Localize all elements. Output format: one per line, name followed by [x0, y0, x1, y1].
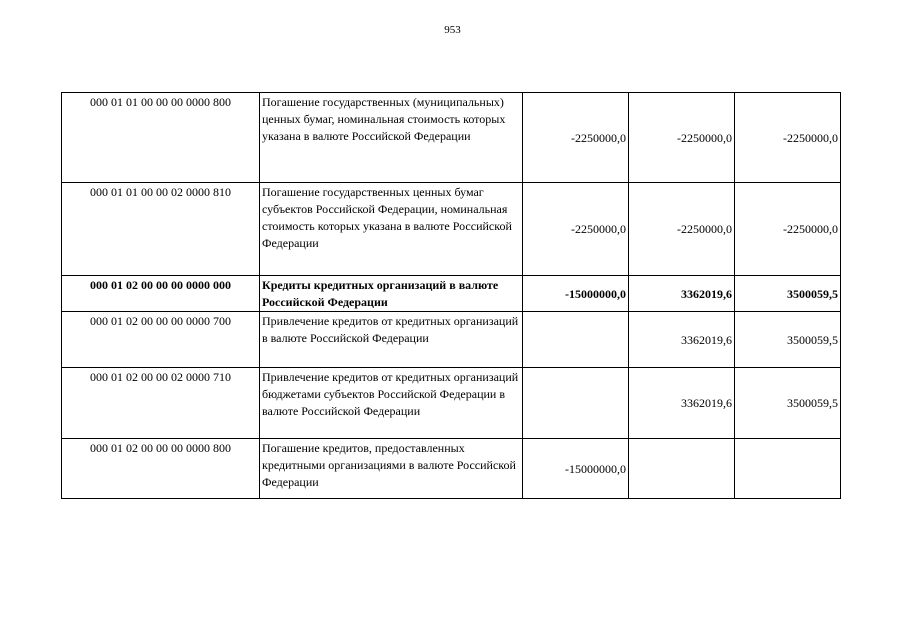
description-cell: Привлечение кредитов от кредитных организаций в валюте Российской Федерации [260, 312, 523, 368]
amount-year3-cell: 3500059,5 [735, 276, 841, 312]
description-cell: Кредиты кредитных организаций в валюте Российской Федерации [260, 276, 523, 312]
table-row [62, 93, 841, 183]
amount-year3-cell: 3500059,5 [735, 312, 841, 368]
budget-code-cell: 000 01 02 00 00 00 0000 700 [62, 312, 260, 368]
amount-year3-cell: -2250000,0 [735, 183, 841, 276]
table-row [62, 368, 841, 439]
amount-year1-cell: -15000000,0 [523, 276, 629, 312]
table-row [62, 439, 841, 499]
amount-year2-cell [629, 439, 735, 499]
table-row [62, 183, 841, 276]
amount-year1-cell [523, 368, 629, 439]
amount-year1-cell: -2250000,0 [523, 183, 629, 276]
amount-year1-cell: -2250000,0 [523, 93, 629, 183]
amount-year1-cell [523, 312, 629, 368]
budget-code-cell: 000 01 02 00 00 00 0000 000 [62, 276, 260, 312]
description-cell: Привлечение кредитов от кредитных организаций бюджетами субъектов Российской Федерации в валюте Российской Федерации [260, 368, 523, 439]
table-row [62, 312, 841, 368]
amount-year2-cell: -2250000,0 [629, 183, 735, 276]
amount-year1-cell: -15000000,0 [523, 439, 629, 499]
amount-year2-cell: 3362019,6 [629, 276, 735, 312]
description-cell: Погашение государственных (муниципальных) ценных бумаг, номинальная стоимость которых указана в валюте Российской Федерации [260, 93, 523, 183]
description-cell: Погашение государственных ценных бумаг субъектов Российской Федерации, номинальная стоимость которых указана в валюте Российской Федерации [260, 183, 523, 276]
amount-year2-cell: 3362019,6 [629, 312, 735, 368]
amount-year3-cell [735, 439, 841, 499]
amount-year2-cell: -2250000,0 [629, 93, 735, 183]
budget-sources-table [61, 92, 841, 499]
amount-year3-cell: 3500059,5 [735, 368, 841, 439]
page-number: 953 [444, 24, 461, 36]
budget-code-cell: 000 01 01 00 00 02 0000 810 [62, 183, 260, 276]
budget-code-cell: 000 01 02 00 00 02 0000 710 [62, 368, 260, 439]
amount-year2-cell: 3362019,6 [629, 368, 735, 439]
budget-code-cell: 000 01 01 00 00 00 0000 800 [62, 93, 260, 183]
amount-year3-cell: -2250000,0 [735, 93, 841, 183]
table-row-section-total [62, 276, 841, 312]
budget-code-cell: 000 01 02 00 00 00 0000 800 [62, 439, 260, 499]
description-cell: Погашение кредитов, предоставленных кредитными организациями в валюте Российской Федерации [260, 439, 523, 499]
